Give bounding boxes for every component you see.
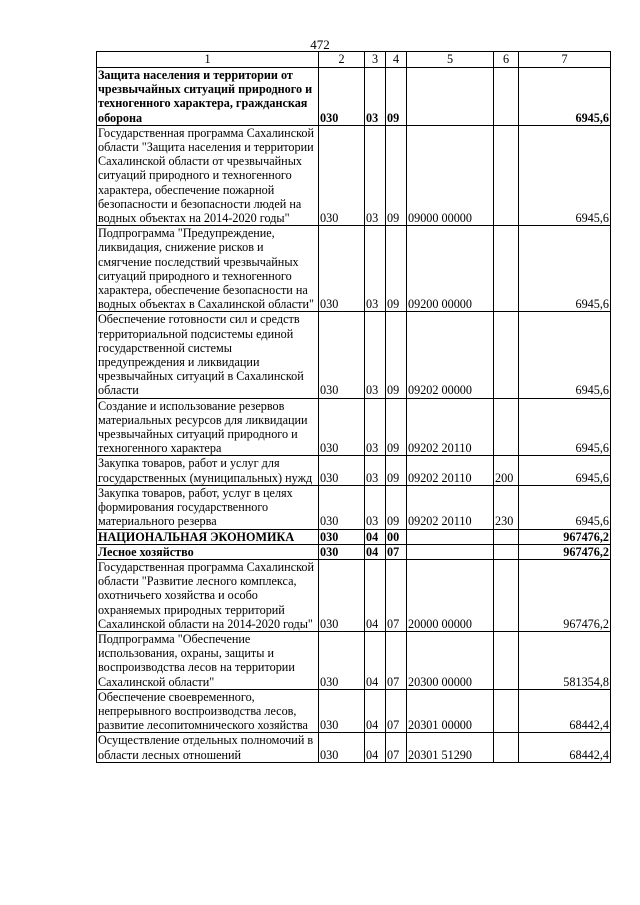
header-cell: 2 (319, 52, 365, 68)
row-type-cell: 230 (494, 485, 519, 529)
table-row (97, 733, 611, 762)
row-name-cell: Создание и использование резервов материальных ресурсов для ликвидации чрезвычайных ситуаций природного и техногенного характера (97, 398, 319, 456)
row-target-cell: 20000 00000 (407, 559, 494, 631)
row-subsection-cell: 09 (386, 485, 407, 529)
row-subsection-cell: 07 (386, 559, 407, 631)
table-row (97, 226, 611, 312)
row-name-cell: Обеспечение готовности сил и средств территориальной подсистемы единой государственной системы предупреждения и ликвидации чрезвычайных ситуаций в Сахалинской области (97, 312, 319, 398)
row-name-cell: НАЦИОНАЛЬНАЯ ЭКОНОМИКА (97, 529, 319, 544)
row-code-cell: 030 (319, 398, 365, 456)
header-cell: 6 (494, 52, 519, 68)
row-amount-cell: 68442,4 (519, 733, 611, 762)
budget-table (96, 51, 611, 763)
row-target-cell (407, 544, 494, 559)
row-target-cell (407, 529, 494, 544)
row-target-cell: 20301 51290 (407, 733, 494, 762)
row-type-cell (494, 631, 519, 689)
row-name-cell: Осуществление отдельных полномочий в области лесных отношений (97, 733, 319, 762)
row-section-cell: 03 (365, 398, 386, 456)
header-row (97, 52, 611, 68)
row-subsection-cell: 09 (386, 68, 407, 126)
row-name-cell: Закупка товаров, работ, услуг в целях формирования государственного материального резерва (97, 485, 319, 529)
row-code-cell: 030 (319, 456, 365, 485)
row-subsection-cell: 07 (386, 544, 407, 559)
row-type-cell (494, 689, 519, 733)
row-amount-cell: 967476,2 (519, 529, 611, 544)
row-target-cell (407, 68, 494, 126)
header-cell: 1 (97, 52, 319, 68)
row-name-cell: Государственная программа Сахалинской области "Защита населения и территории Сахалинской области от чрезвычайных ситуаций природного и техногенного характера, обеспечение пожарной безопасности и безопасности людей на водных объектах на 2014-2020 годы" (97, 125, 319, 225)
row-type-cell (494, 733, 519, 762)
row-subsection-cell: 09 (386, 226, 407, 312)
table-row (97, 398, 611, 456)
row-type-cell: 200 (494, 456, 519, 485)
header-cell: 3 (365, 52, 386, 68)
row-code-cell: 030 (319, 226, 365, 312)
row-code-cell: 030 (319, 312, 365, 398)
row-code-cell: 030 (319, 485, 365, 529)
row-amount-cell: 6945,6 (519, 312, 611, 398)
row-amount-cell: 6945,6 (519, 398, 611, 456)
table-row (97, 312, 611, 398)
row-code-cell: 030 (319, 559, 365, 631)
row-type-cell (494, 125, 519, 225)
row-code-cell: 030 (319, 689, 365, 733)
row-name-cell: Государственная программа Сахалинской области "Развитие лесного комплекса, охотничьего хозяйства и особо охраняемых природных территорий Сахалинской области на 2014-2020 годы" (97, 559, 319, 631)
table-row (97, 529, 611, 544)
table-row (97, 559, 611, 631)
table-row (97, 456, 611, 485)
row-amount-cell: 581354,8 (519, 631, 611, 689)
row-subsection-cell: 09 (386, 456, 407, 485)
row-subsection-cell: 09 (386, 312, 407, 398)
row-type-cell (494, 312, 519, 398)
table-row (97, 68, 611, 126)
row-code-cell: 030 (319, 544, 365, 559)
row-name-cell: Защита населения и территории от чрезвычайных ситуаций природного и техногенного характера, гражданская оборона (97, 68, 319, 126)
row-amount-cell: 6945,6 (519, 68, 611, 126)
row-subsection-cell: 09 (386, 398, 407, 456)
header-cell: 4 (386, 52, 407, 68)
row-target-cell: 20301 00000 (407, 689, 494, 733)
row-target-cell: 20300 00000 (407, 631, 494, 689)
table-row (97, 125, 611, 225)
row-code-cell: 030 (319, 733, 365, 762)
row-amount-cell: 967476,2 (519, 544, 611, 559)
page-number: 472 (310, 37, 330, 52)
row-type-cell (494, 529, 519, 544)
row-code-cell: 030 (319, 68, 365, 126)
row-section-cell: 03 (365, 456, 386, 485)
row-code-cell: 030 (319, 125, 365, 225)
row-section-cell: 04 (365, 529, 386, 544)
row-target-cell: 09202 20110 (407, 456, 494, 485)
row-amount-cell: 6945,6 (519, 226, 611, 312)
row-target-cell: 09202 20110 (407, 485, 494, 529)
row-section-cell: 03 (365, 312, 386, 398)
row-type-cell (494, 544, 519, 559)
table-row (97, 544, 611, 559)
row-subsection-cell: 07 (386, 631, 407, 689)
row-section-cell: 04 (365, 689, 386, 733)
row-name-cell: Подпрограмма "Обеспечение использования, охраны, защиты и воспроизводства лесов на территории Сахалинской области" (97, 631, 319, 689)
row-target-cell: 09202 20110 (407, 398, 494, 456)
table-row (97, 689, 611, 733)
row-section-cell: 03 (365, 125, 386, 225)
row-amount-cell: 6945,6 (519, 456, 611, 485)
row-name-cell: Закупка товаров, работ и услуг для государственных (муниципальных) нужд (97, 456, 319, 485)
row-subsection-cell: 07 (386, 733, 407, 762)
row-target-cell: 09200 00000 (407, 226, 494, 312)
table-row (97, 485, 611, 529)
row-code-cell: 030 (319, 529, 365, 544)
row-type-cell (494, 398, 519, 456)
row-target-cell: 09000 00000 (407, 125, 494, 225)
row-section-cell: 04 (365, 544, 386, 559)
row-target-cell: 09202 00000 (407, 312, 494, 398)
row-amount-cell: 6945,6 (519, 485, 611, 529)
header-cell: 5 (407, 52, 494, 68)
header-cell: 7 (519, 52, 611, 68)
row-subsection-cell: 09 (386, 125, 407, 225)
row-type-cell (494, 226, 519, 312)
row-section-cell: 04 (365, 559, 386, 631)
row-type-cell (494, 68, 519, 126)
row-amount-cell: 68442,4 (519, 689, 611, 733)
row-amount-cell: 967476,2 (519, 559, 611, 631)
row-section-cell: 03 (365, 68, 386, 126)
row-section-cell: 04 (365, 631, 386, 689)
table-row (97, 631, 611, 689)
row-amount-cell: 6945,6 (519, 125, 611, 225)
row-type-cell (494, 559, 519, 631)
row-code-cell: 030 (319, 631, 365, 689)
row-name-cell: Подпрограмма "Предупреждение, ликвидация, снижение рисков и смягчение последствий чрезвычайных ситуаций природного и техногенного характера, обеспечение безопасности на водных объектах в Сахалинской области" (97, 226, 319, 312)
row-name-cell: Лесное хозяйство (97, 544, 319, 559)
row-subsection-cell: 07 (386, 689, 407, 733)
row-section-cell: 03 (365, 226, 386, 312)
row-section-cell: 04 (365, 733, 386, 762)
row-name-cell: Обеспечение своевременного, непрерывного воспроизводства лесов, развитие лесопитомнического хозяйства (97, 689, 319, 733)
row-subsection-cell: 00 (386, 529, 407, 544)
row-section-cell: 03 (365, 485, 386, 529)
